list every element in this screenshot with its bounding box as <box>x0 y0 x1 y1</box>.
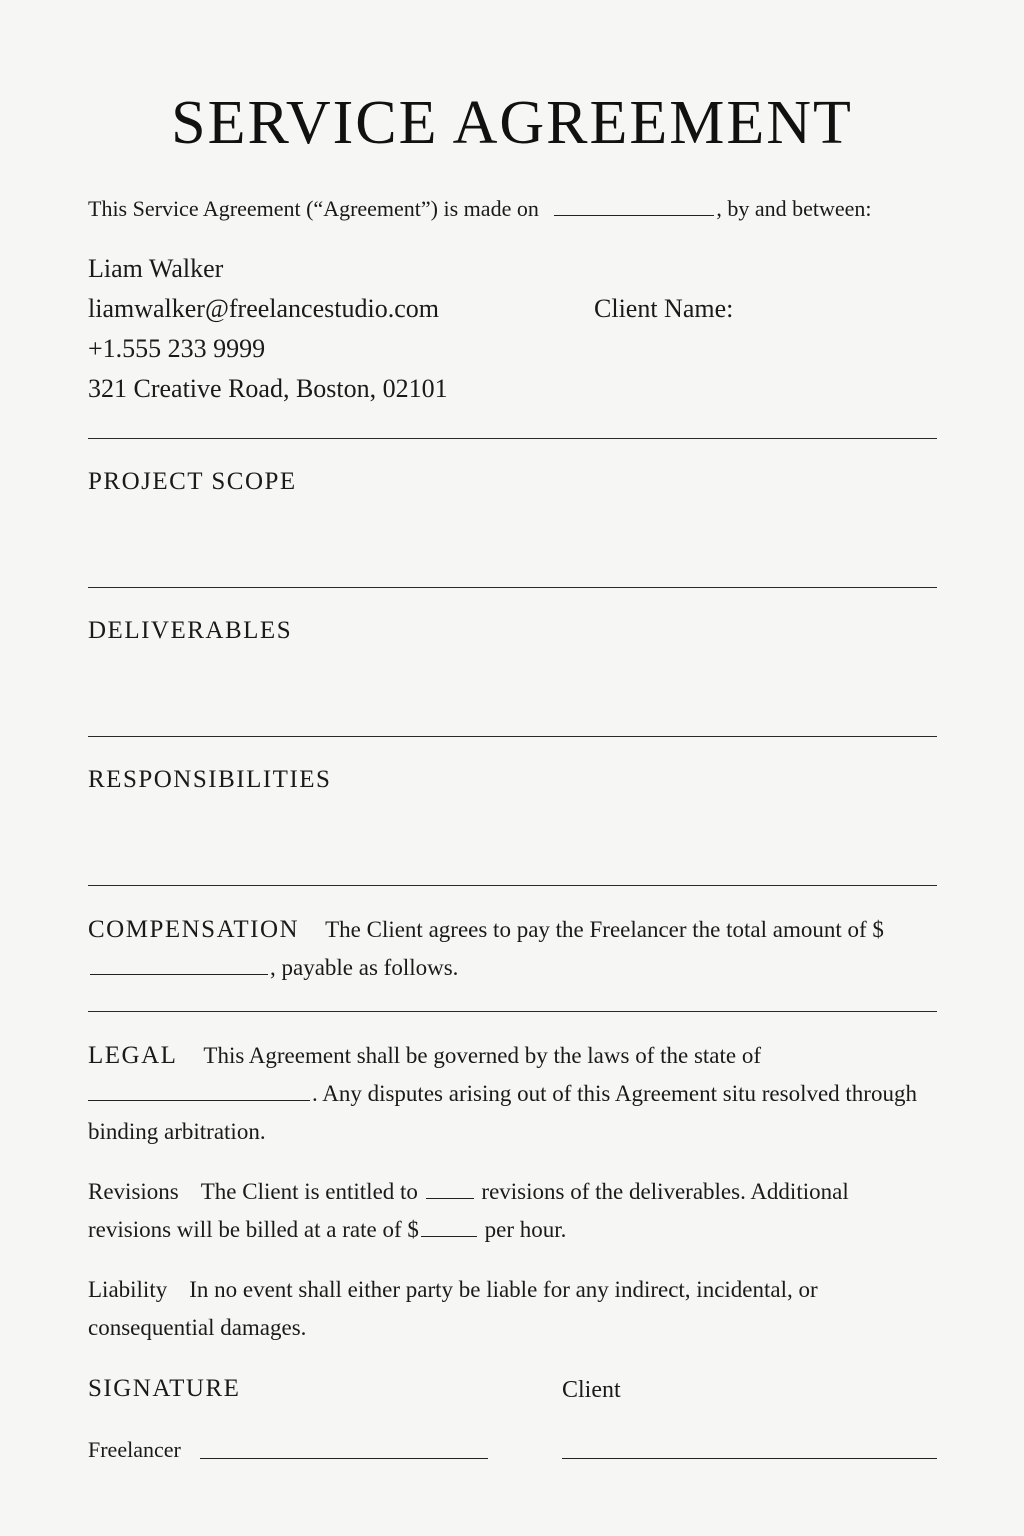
liability-label: Liability <box>88 1277 168 1302</box>
project-scope-field[interactable] <box>88 587 937 588</box>
legal-text-2: . Any disputes arising out of this Agreement situ resolved through binding arbitration. <box>88 1081 917 1144</box>
compensation-text-2: , payable as follows. <box>270 955 459 980</box>
liability-text: In no event shall either party be liable for any indirect, incidental, or consequential damages. <box>88 1277 818 1340</box>
freelancer-phone: +1.555 233 9999 <box>88 334 266 363</box>
document-title: SERVICE AGREEMENT <box>171 89 853 157</box>
compensation-text-1: The Client agrees to pay the Freelancer the total amount of $ <box>325 917 884 942</box>
revisions-clause <box>88 1173 937 1249</box>
client-name-label: Client Name: <box>594 294 734 323</box>
legal-text-1: This Agreement shall be governed by the laws of the state of <box>203 1043 762 1068</box>
agreement-date-field[interactable] <box>554 214 714 216</box>
revisions-text-1: The Client is entitled to <box>200 1179 418 1204</box>
compensation-label: COMPENSATION <box>88 916 300 943</box>
freelancer-email: liamwalker@freelancestudio.com <box>88 294 439 323</box>
responsibilities-field[interactable] <box>88 885 937 886</box>
liability-clause <box>88 1271 937 1347</box>
intro-line <box>88 196 872 222</box>
client-signature-field[interactable] <box>562 1458 937 1459</box>
responsibilities-heading: RESPONSIBILITIES <box>88 766 332 793</box>
revisions-text-2: revisions of the deliverables. Additional revisions will be billed at a rate of $ <box>88 1179 849 1242</box>
compensation-clause <box>88 911 937 987</box>
freelancer-signature-field[interactable] <box>200 1458 488 1459</box>
revisions-count-field[interactable] <box>426 1197 474 1199</box>
intro-text-after: , by and between: <box>716 196 872 221</box>
deliverables-heading: DELIVERABLES <box>88 617 293 644</box>
freelancer-signature-label: Freelancer <box>88 1437 181 1462</box>
revisions-text-3: per hour. <box>484 1217 567 1242</box>
freelancer-name: Liam Walker <box>88 254 224 283</box>
legal-state-field[interactable] <box>88 1099 310 1101</box>
revisions-rate-field[interactable] <box>421 1235 477 1237</box>
freelancer-address: 321 Creative Road, Boston, 02101 <box>88 374 448 403</box>
signature-heading: SIGNATURE <box>88 1375 241 1402</box>
client-signature-label: Client <box>562 1377 621 1403</box>
legal-clause <box>88 1037 937 1151</box>
deliverables-field[interactable] <box>88 736 937 737</box>
intro-text-before: This Service Agreement (“Agreement”) is made on <box>88 196 539 221</box>
divider <box>88 438 937 439</box>
compensation-amount-field[interactable] <box>90 973 268 975</box>
project-scope-heading: PROJECT SCOPE <box>88 468 297 495</box>
divider <box>88 1011 937 1012</box>
legal-label: LEGAL <box>88 1042 178 1069</box>
revisions-label: Revisions <box>88 1179 179 1204</box>
